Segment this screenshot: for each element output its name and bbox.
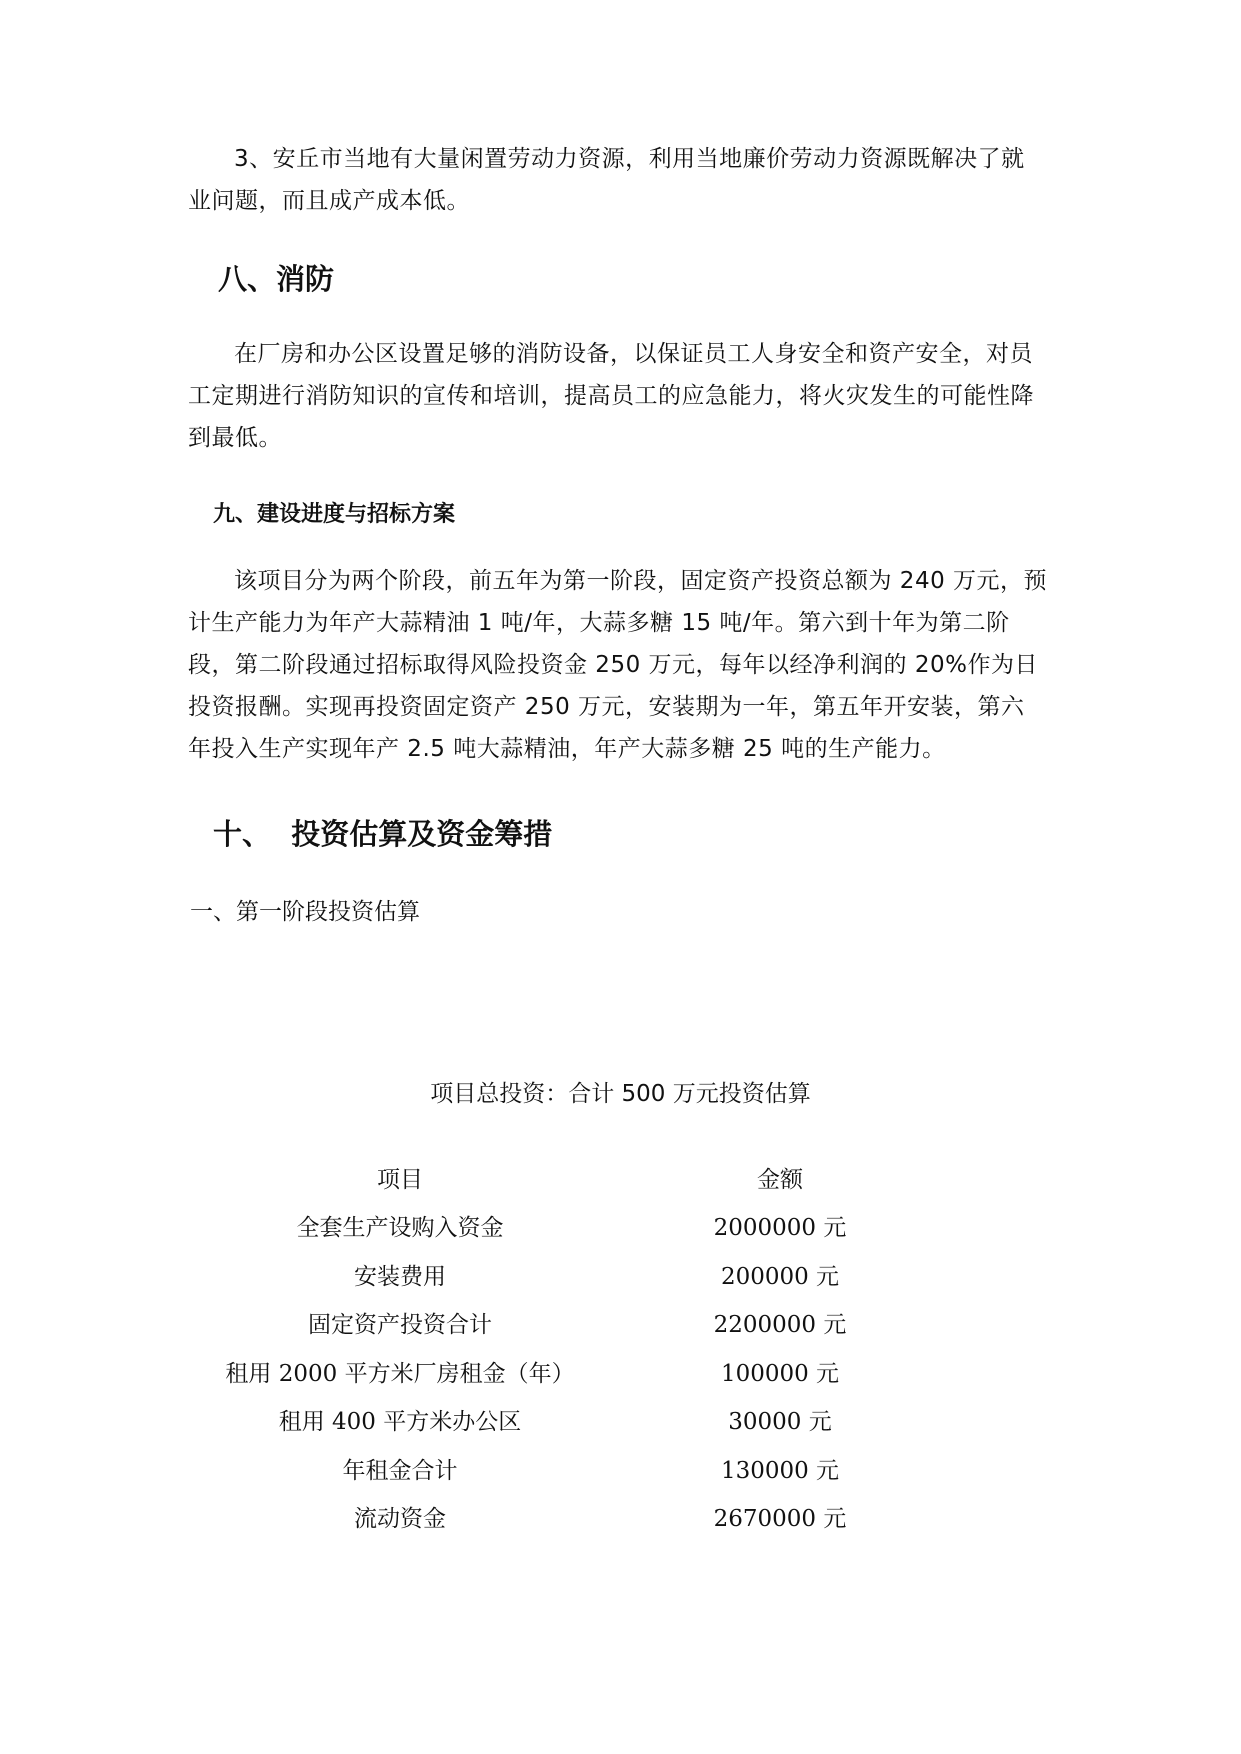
cell-amount: 2000000 元	[713, 1215, 847, 1242]
table-row	[190, 1444, 950, 1493]
cell-item: 流动资金	[354, 1506, 446, 1533]
table-row	[190, 1347, 950, 1396]
cell-amount: 2200000 元	[713, 1312, 847, 1339]
cell-item: 年租金合计	[342, 1457, 458, 1484]
cell-item: 安装费用	[354, 1263, 446, 1290]
cell-item: 固定资产投资合计	[308, 1312, 492, 1339]
heading-investment-estimate: 十、 投资估算及资金筹措	[213, 817, 553, 851]
table-row	[190, 1202, 950, 1251]
investment-table	[190, 1153, 950, 1541]
cell-item: 全套生产设购入资金	[296, 1215, 504, 1242]
table-row	[190, 1396, 950, 1445]
column-header-amount: 金额	[757, 1166, 803, 1193]
subheading-phase-one-estimate: 一、第一阶段投资估算	[190, 899, 420, 925]
cell-amount: 130000 元	[720, 1457, 840, 1484]
cell-amount: 30000 元	[728, 1409, 832, 1436]
paragraph-labor-resources: 3、安丘市当地有大量闲置劳动力资源，利用当地廉价劳动力资源既解决了就业问题，而且成产成本低。	[188, 146, 1025, 214]
cell-amount: 2670000 元	[713, 1506, 847, 1533]
cell-item: 租用 400 平方米办公区	[278, 1409, 522, 1436]
table-header-row	[190, 1153, 950, 1202]
paragraph-fire-protection: 在厂房和办公区设置足够的消防设备，以保证员工人身安全和资产安全，对员工定期进行消防知识的宣传和培训，提高员工的应急能力，将火灾发生的可能性降到最低。	[188, 341, 1034, 451]
table-row	[190, 1250, 950, 1299]
cell-amount: 200000 元	[720, 1263, 840, 1290]
heading-fire-protection: 八、消防	[218, 262, 335, 296]
paragraph-construction-schedule: 该项目分为两个阶段，前五年为第一阶段，固定资产投资总额为 240 万元，预计生产能力为年产大蒜精油 1 吨/年，大蒜多糖 15 吨/年。第六到十年为第二阶段，第二阶段通过招标取得风险投资金 250 万元，每年以经净利润的 20%作为日投资报酬。实现再投资固定资产 250 万元，安装期为一年，第五年开安装，第六年投入生产实现年产 2.5 吨大蒜精油，年产大蒜多糖 25 吨的生产能力。	[188, 568, 1048, 762]
table-row	[190, 1299, 950, 1348]
table-title: 项目总投资：合计 500 万元投资估算	[430, 1081, 811, 1107]
heading-construction-schedule: 九、建设进度与招标方案	[213, 502, 456, 527]
cell-item: 租用 2000 平方米厂房租金（年）	[225, 1360, 575, 1387]
table-row	[190, 1493, 950, 1542]
cell-amount: 100000 元	[720, 1360, 840, 1387]
column-header-item: 项目	[377, 1166, 423, 1193]
